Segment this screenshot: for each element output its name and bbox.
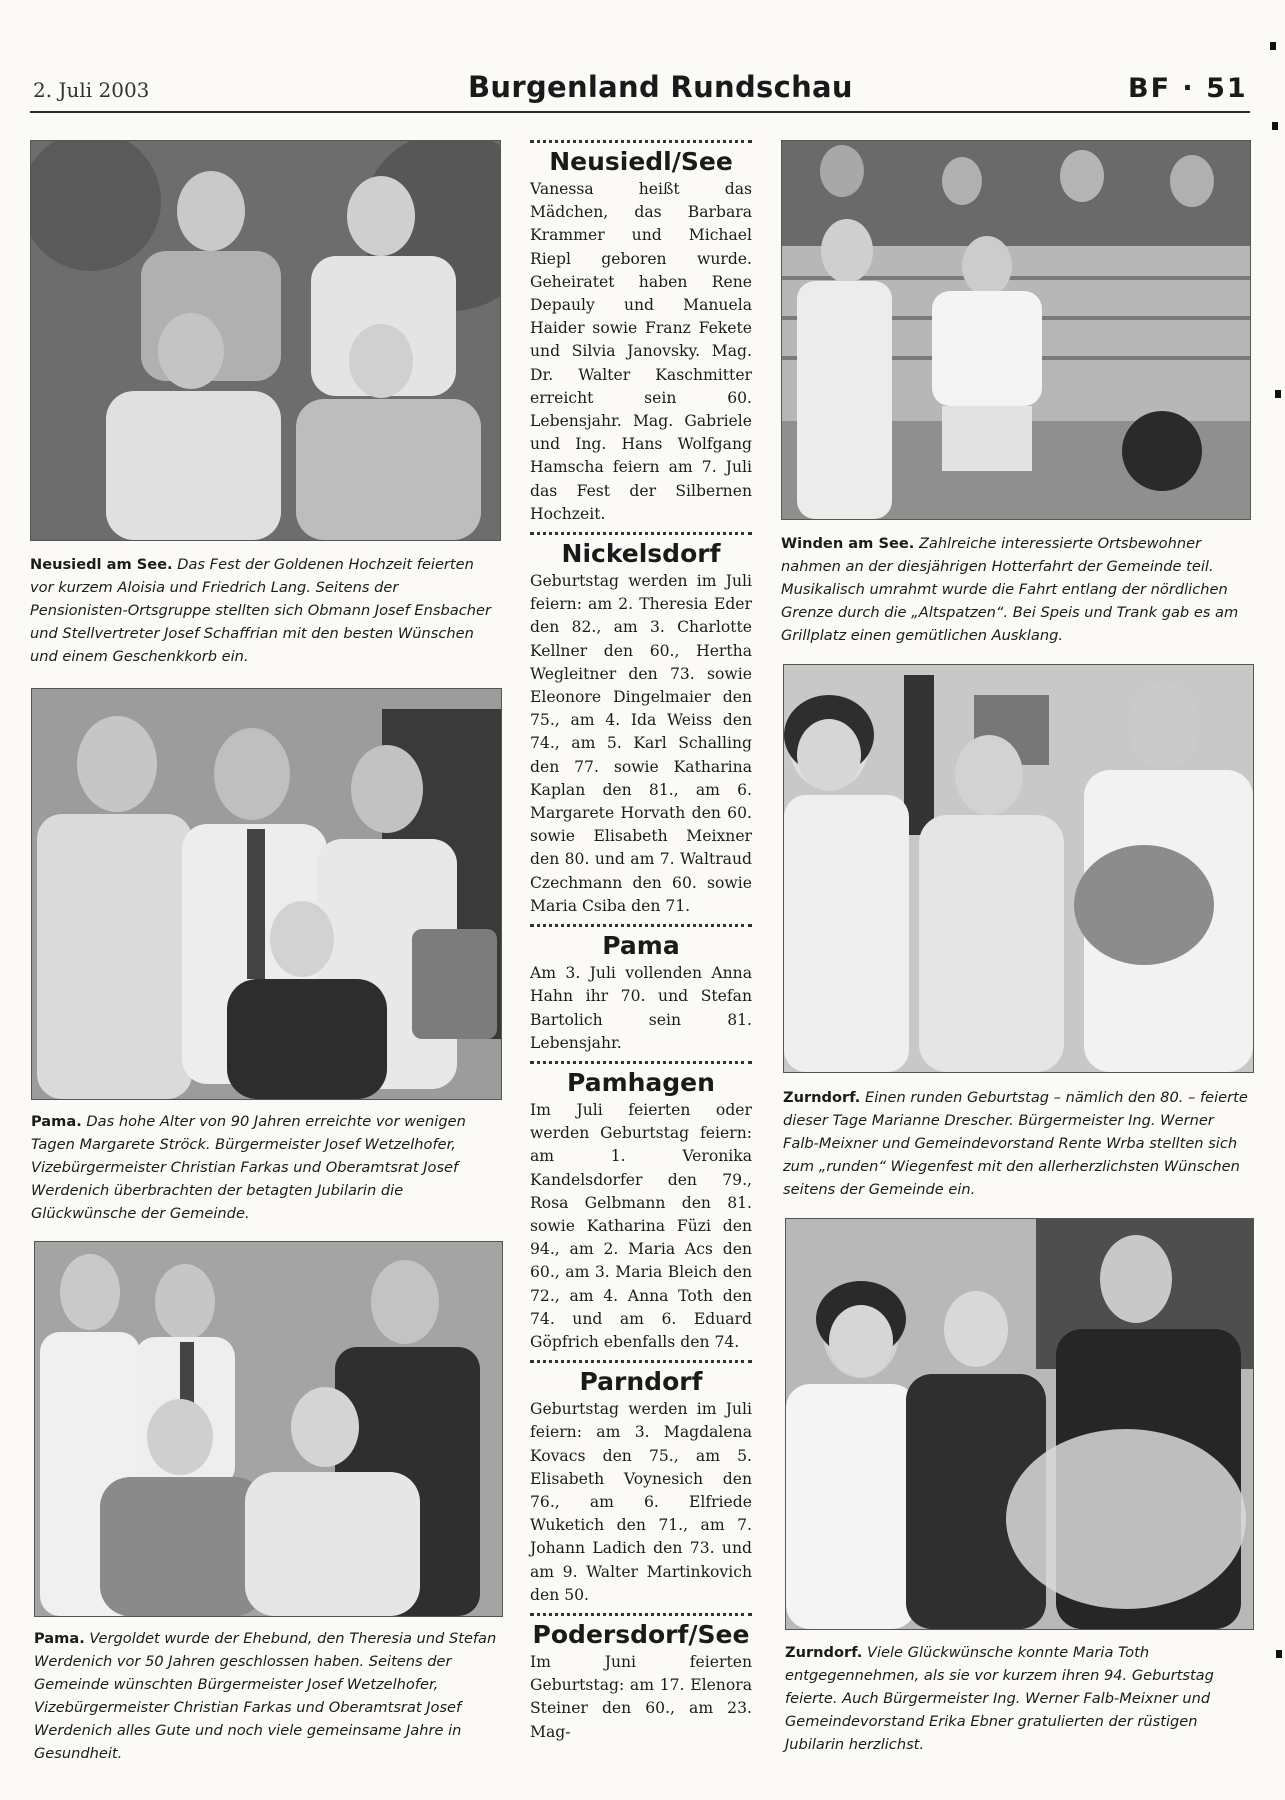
dotted-divider [530, 1061, 752, 1064]
caption-neusiedl-golden-wedding: Neusiedl am See. Das Fest der Goldenen Hochzeit feierten vor kurzem Aloisia und Friedrich Lang. Seitens der Pensionisten-Ortsgruppe stellten sich Obmann Josef Ensbacher und Stellvertreter Josef Schaffrian mit den besten Wünschen und einem Geschenkkorb ein. [30, 556, 491, 665]
section-heading: Pamhagen [567, 1067, 715, 1097]
family-news-column [530, 140, 752, 1750]
edge-mark [1275, 390, 1281, 398]
dotted-divider [530, 532, 752, 535]
issue-date: 2. Juli 2003 [33, 78, 150, 102]
photo-zurndorf-80th-birthday [783, 664, 1254, 1073]
photo-neusiedl-golden-wedding [30, 140, 501, 541]
section-heading: Nickelsdorf [561, 539, 721, 569]
section-text: Im Juni feierten Geburtstag: am 17. Elenora Steiner den 60., am 23. Mag- [530, 1652, 752, 1741]
section-heading: Podersdorf/See [532, 1619, 750, 1649]
dotted-divider [530, 924, 752, 927]
photo-zurndorf-94th-birthday [785, 1218, 1254, 1630]
section-text: Geburtstag werden im Juli feiern: am 2. Theresia Eder den 82., am 3. Charlotte Kellner den 60., Hertha Wegleitner den 73. sowie Eleonore Dingelmaier den 75., am 4. Ida Weiss den 74., am 5. Karl Schalling den 77. sowie Katharina Kaplan den 81., am 6. Margarete Horvath den 60. sowie Elisabeth Meixner den 80. und am 7. Waltraud Czechmann den 60. sowie Maria Csiba den 71. [530, 572, 752, 915]
photo-winden-hotterfahrt [781, 140, 1251, 520]
caption-pama-golden-wedding: Pama. Vergoldet wurde der Ehebund, den Theresia und Stefan Werdenich vor 50 Jahren geschlossen haben. Seitens der Gemeinde wünschten Bürgermeister Josef Wetzelhofer, Vizebürgermeister Christian Farkas und Oberamtsrat Josef Werdenich alles Gute und noch viele gemeinsame Jahre in Gesundheit. [34, 1630, 497, 1762]
page-number: BF · 51 [1128, 73, 1248, 104]
section-parndorf [530, 1360, 752, 1607]
dotted-divider [530, 140, 752, 143]
section-text: Vanessa heißt das Mädchen, das Barbara Krammer und Michael Riepl geboren wurde. Geheiratet haben Rene Depauly und Manuela Haider sowie Franz Fekete und Silvia Janovsky. Mag. Dr. Walter Kaschmitter erreicht sein 60. Lebensjahr. Mag. Gabriele und Ing. Hans Wolfgang Hamscha feiern am 7. Juli das Fest der Silbernen Hochzeit. [530, 180, 752, 523]
dotted-divider [530, 1613, 752, 1616]
dotted-divider [530, 1360, 752, 1363]
header-rule [30, 111, 1250, 113]
edge-mark [1272, 122, 1278, 130]
section-text: Am 3. Juli vollenden Anna Hahn ihr 70. und Stefan Bartolich sein 81. Lebensjahr. [530, 964, 752, 1052]
caption-zurndorf-94th-birthday: Zurndorf. Viele Glückwünsche konnte Maria Toth entgegennehmen, als sie vor kurzem ihren 94. Geburtstag feierte. Auch Bürgermeister Ing. Werner Falb-Meixner und Gemeindevorstand Erika Ebner gratulierten der rüstigen Jubilarin herzlichst. [785, 1644, 1214, 1753]
section-pama [530, 924, 752, 1055]
section-pamhagen [530, 1061, 752, 1354]
edge-mark [1270, 42, 1276, 50]
edge-mark [1276, 1650, 1282, 1658]
caption-pama-90th-birthday: Pama. Das hohe Alter von 90 Jahren erreichte vor wenigen Tagen Margarete Ströck. Bürgermeister Josef Wetzelhofer, Vizebürgermeister Christian Farkas und Oberamtsrat Josef Werdenich überbrachten der betagten Jubilarin die Glückwünsche der Gemeinde. [31, 1113, 466, 1222]
section-neusiedl-see [530, 140, 752, 526]
section-heading: Pama [602, 931, 680, 961]
photo-pama-golden-wedding [34, 1241, 503, 1617]
caption-winden-hotterfahrt: Winden am See. Zahlreiche interessierte Ortsbewohner nahmen an der diesjährigen Hotterfahrt der Gemeinde teil. Musikalisch umrahmt wurde die Fahrt entlang der nördlichen Grenze durch die „Altspatzen“. Bei Speis und Trank gab es am Grillplatz einen gemütlichen Ausklang. [781, 535, 1239, 644]
section-nickelsdorf [530, 532, 752, 918]
section-text: Im Juli feierten oder werden Geburtstag feiern: am 1. Veronika Kandelsdorfer den 79., Rosa Gelbmann den 81. sowie Katharina Füzi den 94., am 2. Maria Acs den 60., am 3. Maria Bleich den 72., am 4. Anna Toth den 74. und am 6. Eduard Göpfrich ebenfalls den 74. [530, 1100, 752, 1351]
section-podersdorf-see [530, 1613, 752, 1744]
newspaper-title: Burgenland Rundschau [468, 70, 853, 104]
photo-pama-90th-birthday [31, 688, 502, 1100]
section-heading: Neusiedl/See [549, 147, 733, 176]
caption-zurndorf-80th-birthday: Zurndorf. Einen runden Geburtstag – nämlich den 80. – feierte dieser Tage Marianne Drescher. Bürgermeister Ing. Werner Falb-Meixner und Gemeindevorstand Rente Wrba stellten sich zum „runden“ Wiegenfest mit den allerherzlichsten Wünschen seitens der Gemeinde ein. [783, 1089, 1248, 1198]
section-heading: Parndorf [579, 1367, 703, 1397]
section-text: Geburtstag werden im Juli feiern: am 3. Magdalena Kovacs den 75., am 5. Elisabeth Voynesich den 76., am 6. Elfriede Wuketich den 71., am 7. Johann Ladich den 73. und am 9. Walter Martinkovich den 50. [530, 1400, 752, 1604]
